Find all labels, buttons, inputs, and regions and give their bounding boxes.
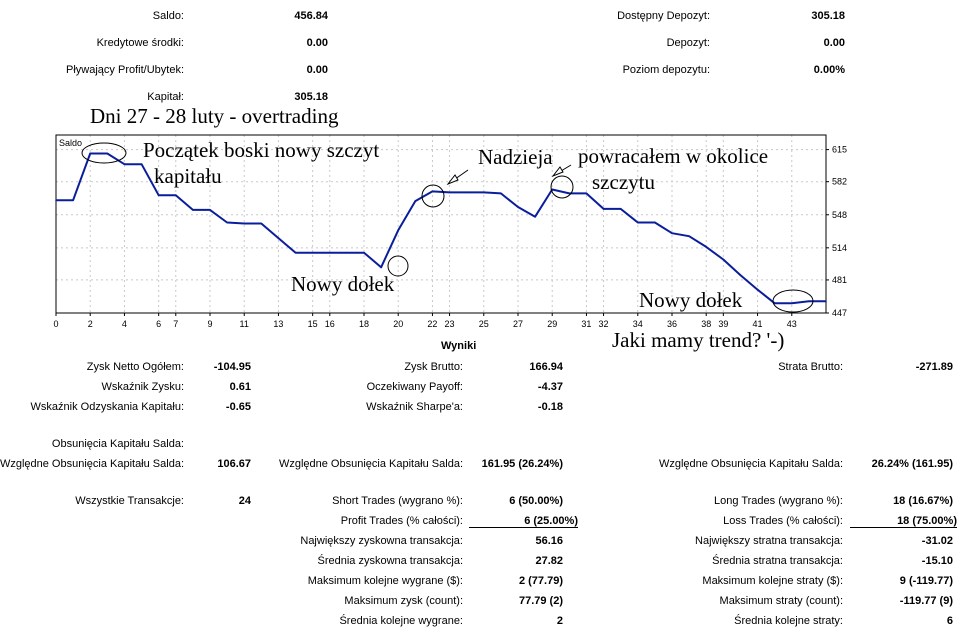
x-tick-label: 6 xyxy=(156,319,162,329)
x-tick-label: 0 xyxy=(53,319,59,329)
avg-consec-wins-value: 2 xyxy=(556,615,563,627)
data-point xyxy=(757,289,759,291)
data-point xyxy=(517,206,519,208)
data-point xyxy=(209,209,211,211)
x-tick-label: 9 xyxy=(207,319,213,329)
data-point xyxy=(569,193,571,195)
recovery-factor-value: -0.65 xyxy=(225,401,251,413)
largest-loss-value: -31.02 xyxy=(921,535,953,547)
gross-loss-label: Strata Brutto: xyxy=(778,361,843,373)
gross-profit-value: 166.94 xyxy=(529,361,563,373)
data-point xyxy=(740,274,742,276)
margin-label: Depozyt: xyxy=(666,37,710,49)
profit-factor-label: Wskaźnik Zysku: xyxy=(101,381,184,393)
x-tick-label: 4 xyxy=(121,319,127,329)
data-point xyxy=(791,303,793,305)
data-point xyxy=(688,235,690,237)
x-tick-label: 11 xyxy=(239,319,249,329)
y-tick-label: 514 xyxy=(832,242,848,253)
data-point xyxy=(107,153,109,155)
x-tick-label: 15 xyxy=(307,319,318,329)
max-consec-losses-value: 9 (-119.77) xyxy=(899,575,953,587)
long-trades-label: Long Trades (wygrano %): xyxy=(713,495,843,507)
data-point xyxy=(124,163,126,165)
avg-profit-label: Średnia zyskowna transakcja: xyxy=(317,555,463,567)
data-point xyxy=(654,222,656,224)
avg-loss-label: Średnia stratna transakcja: xyxy=(712,555,843,567)
data-point xyxy=(243,223,245,225)
credit-value: 0.00 xyxy=(306,37,328,49)
max-consec-losses-label: Maksimum kolejne straty ($): xyxy=(702,575,843,587)
x-tick-label: 31 xyxy=(581,319,592,329)
expected-payoff-value: -4.37 xyxy=(537,381,563,393)
free-margin-label: Dostępny Depozyt: xyxy=(617,10,710,22)
data-point xyxy=(586,193,588,195)
data-point xyxy=(397,230,399,232)
loss-trades-label: Loss Trades (% całości): xyxy=(723,515,843,527)
annotation-start-line2: kapitału xyxy=(154,164,222,188)
data-point xyxy=(415,200,417,202)
short-trades-value: 6 (50.00%) xyxy=(509,495,563,507)
margin-value: 0.00 xyxy=(823,37,845,49)
annotation-days: Dni 27 - 28 luty - overtrading xyxy=(90,104,339,128)
x-tick-label: 7 xyxy=(173,319,179,329)
data-point xyxy=(312,252,314,254)
x-tick-label: 43 xyxy=(786,319,797,329)
max-consec-wins-label: Maksimum kolejne wygrane ($): xyxy=(307,575,463,587)
equity-label: Kapitał: xyxy=(147,91,184,103)
annotation-new-low2: Nowy dołek xyxy=(639,288,743,312)
data-point xyxy=(637,222,639,224)
max-consec-wins-value: 2 (77.79) xyxy=(518,575,563,587)
rel-drawdown-value: 26.24% (161.95) xyxy=(871,458,953,470)
data-point xyxy=(534,216,536,218)
avg-consec-losses-label: Średnia kolejne straty: xyxy=(734,615,843,627)
max-consec-profit-label: Maksimum zysk (count): xyxy=(344,595,463,607)
x-tick-label: 29 xyxy=(547,319,558,329)
annotation-start-line1: Początek boski nowy szczyt xyxy=(143,138,380,162)
x-tick-label: 25 xyxy=(478,319,489,329)
floating-label: Pływający Profit/Ubytek: xyxy=(66,64,184,76)
data-point xyxy=(808,301,810,303)
total-trades-value: 24 xyxy=(238,495,251,507)
x-tick-label: 22 xyxy=(427,319,438,329)
data-point xyxy=(89,153,91,155)
x-tick-label: 18 xyxy=(358,319,370,329)
recovery-factor-label: Wskaźnik Odzyskania Kapitału: xyxy=(30,401,184,413)
avg-consec-losses-value: 6 xyxy=(946,615,953,627)
annotation-hope: Nadzieja xyxy=(478,145,553,169)
x-tick-label: 16 xyxy=(324,319,335,329)
y-tick-label: 582 xyxy=(832,176,848,187)
gross-profit-label: Zysk Brutto: xyxy=(404,361,463,373)
equity-value: 305.18 xyxy=(294,91,328,103)
data-point xyxy=(346,252,348,254)
x-tick-label: 38 xyxy=(701,319,712,329)
max-drawdown-label: Względne Obsunięcia Kapitału Salda: xyxy=(278,458,463,470)
balance-label: Saldo: xyxy=(152,10,184,22)
data-point xyxy=(55,199,57,201)
largest-profit-label: Największy zyskowna transakcja: xyxy=(300,535,463,547)
avg-loss-value: -15.10 xyxy=(921,555,953,567)
long-trades-value: 18 (16.67%) xyxy=(893,495,953,507)
results-title: Wyniki xyxy=(441,340,477,352)
data-point xyxy=(158,195,160,197)
data-point xyxy=(72,199,74,201)
floating-value: 0.00 xyxy=(306,64,328,76)
loss-trades-value: 18 (75.00%) xyxy=(850,515,957,528)
margin-level-label: Poziom depozytu: xyxy=(622,64,710,76)
data-point xyxy=(432,191,434,193)
data-point xyxy=(295,252,297,254)
credit-label: Kredytowe środki: xyxy=(96,37,184,49)
data-point xyxy=(705,246,707,248)
x-tick-label: 36 xyxy=(666,319,678,329)
max-consec-loss-value: -119.77 (9) xyxy=(899,595,953,607)
margin-level-value: 0.00% xyxy=(813,64,845,76)
annotation-return-line2: szczytu xyxy=(592,170,655,194)
profit-trades-label: Profit Trades (% całości): xyxy=(340,515,463,527)
data-point xyxy=(380,267,382,269)
data-point xyxy=(671,232,673,234)
data-point xyxy=(466,192,468,194)
y-tick-label: 548 xyxy=(832,209,848,220)
sharpe-value: -0.18 xyxy=(537,401,563,413)
x-tick-label: 41 xyxy=(752,319,763,329)
data-point xyxy=(603,208,605,210)
annotation-trend: Jaki mamy trend? '-) xyxy=(612,328,785,352)
data-point xyxy=(363,252,365,254)
data-point xyxy=(141,163,143,165)
total-trades-label: Wszystkie Transakcje: xyxy=(75,495,184,507)
max-consec-loss-label: Maksimum straty (count): xyxy=(719,595,843,607)
x-tick-label: 13 xyxy=(273,319,284,329)
data-point xyxy=(483,192,485,194)
data-point xyxy=(175,195,177,197)
annotation-new-low1: Nowy dołek xyxy=(291,272,395,296)
return-arrow-head xyxy=(553,167,563,176)
legend-label-saldo: Saldo xyxy=(59,138,83,148)
x-tick-label: 39 xyxy=(718,319,729,329)
data-point xyxy=(192,209,194,211)
data-point xyxy=(500,193,502,195)
free-margin-value: 305.18 xyxy=(811,10,845,22)
data-point xyxy=(620,208,622,210)
data-point xyxy=(226,222,228,224)
avg-consec-wins-label: Średnia kolejne wygrane: xyxy=(339,615,463,627)
data-point xyxy=(278,237,280,239)
largest-loss-label: Największy stratna transakcja: xyxy=(695,535,843,547)
data-point xyxy=(449,192,451,194)
abs-drawdown-value: 106.67 xyxy=(217,458,251,470)
gross-loss-value: -271.89 xyxy=(915,361,953,373)
max-drawdown-value: 161.95 (26.24%) xyxy=(481,458,563,470)
largest-profit-value: 56.16 xyxy=(535,535,563,547)
net-profit-label: Zysk Netto Ogółem: xyxy=(86,361,184,373)
return-ellipse xyxy=(551,176,573,198)
max-consec-profit-value: 77.79 (2) xyxy=(518,595,563,607)
data-point xyxy=(261,223,263,225)
rel-drawdown-label: Względne Obsunięcia Kapitału Salda: xyxy=(658,458,843,470)
annotation-return-line1: powracałem w okolice xyxy=(578,144,769,168)
x-tick-label: 2 xyxy=(87,319,93,329)
x-tick-label: 34 xyxy=(632,319,643,329)
y-tick-label: 615 xyxy=(832,144,848,155)
y-tick-label: 481 xyxy=(832,274,848,285)
net-profit-value: -104.95 xyxy=(213,361,251,373)
data-point xyxy=(329,252,331,254)
y-tick-label: 447 xyxy=(832,308,848,318)
x-tick-label: 32 xyxy=(598,319,609,329)
profit-factor-value: 0.61 xyxy=(229,381,251,393)
data-point xyxy=(723,259,725,261)
data-point xyxy=(825,301,827,303)
expected-payoff-label: Oczekiwany Payoff: xyxy=(366,381,463,393)
balance-value: 456.84 xyxy=(294,10,328,22)
avg-profit-value: 27.82 xyxy=(535,555,563,567)
x-tick-label: 23 xyxy=(444,319,455,329)
sharpe-label: Wskaźnik Sharpe'a: xyxy=(366,401,463,413)
profit-trades-value: 6 (25.00%) xyxy=(469,515,578,528)
x-tick-label: 27 xyxy=(512,319,524,329)
x-tick-label: 20 xyxy=(393,319,404,329)
abs-drawdown-label: Względne Obsunięcia Kapitału Salda: xyxy=(0,458,184,470)
drawdown-section-label: Obsunięcia Kapitału Salda: xyxy=(51,438,184,450)
short-trades-label: Short Trades (wygrano %): xyxy=(332,495,463,507)
